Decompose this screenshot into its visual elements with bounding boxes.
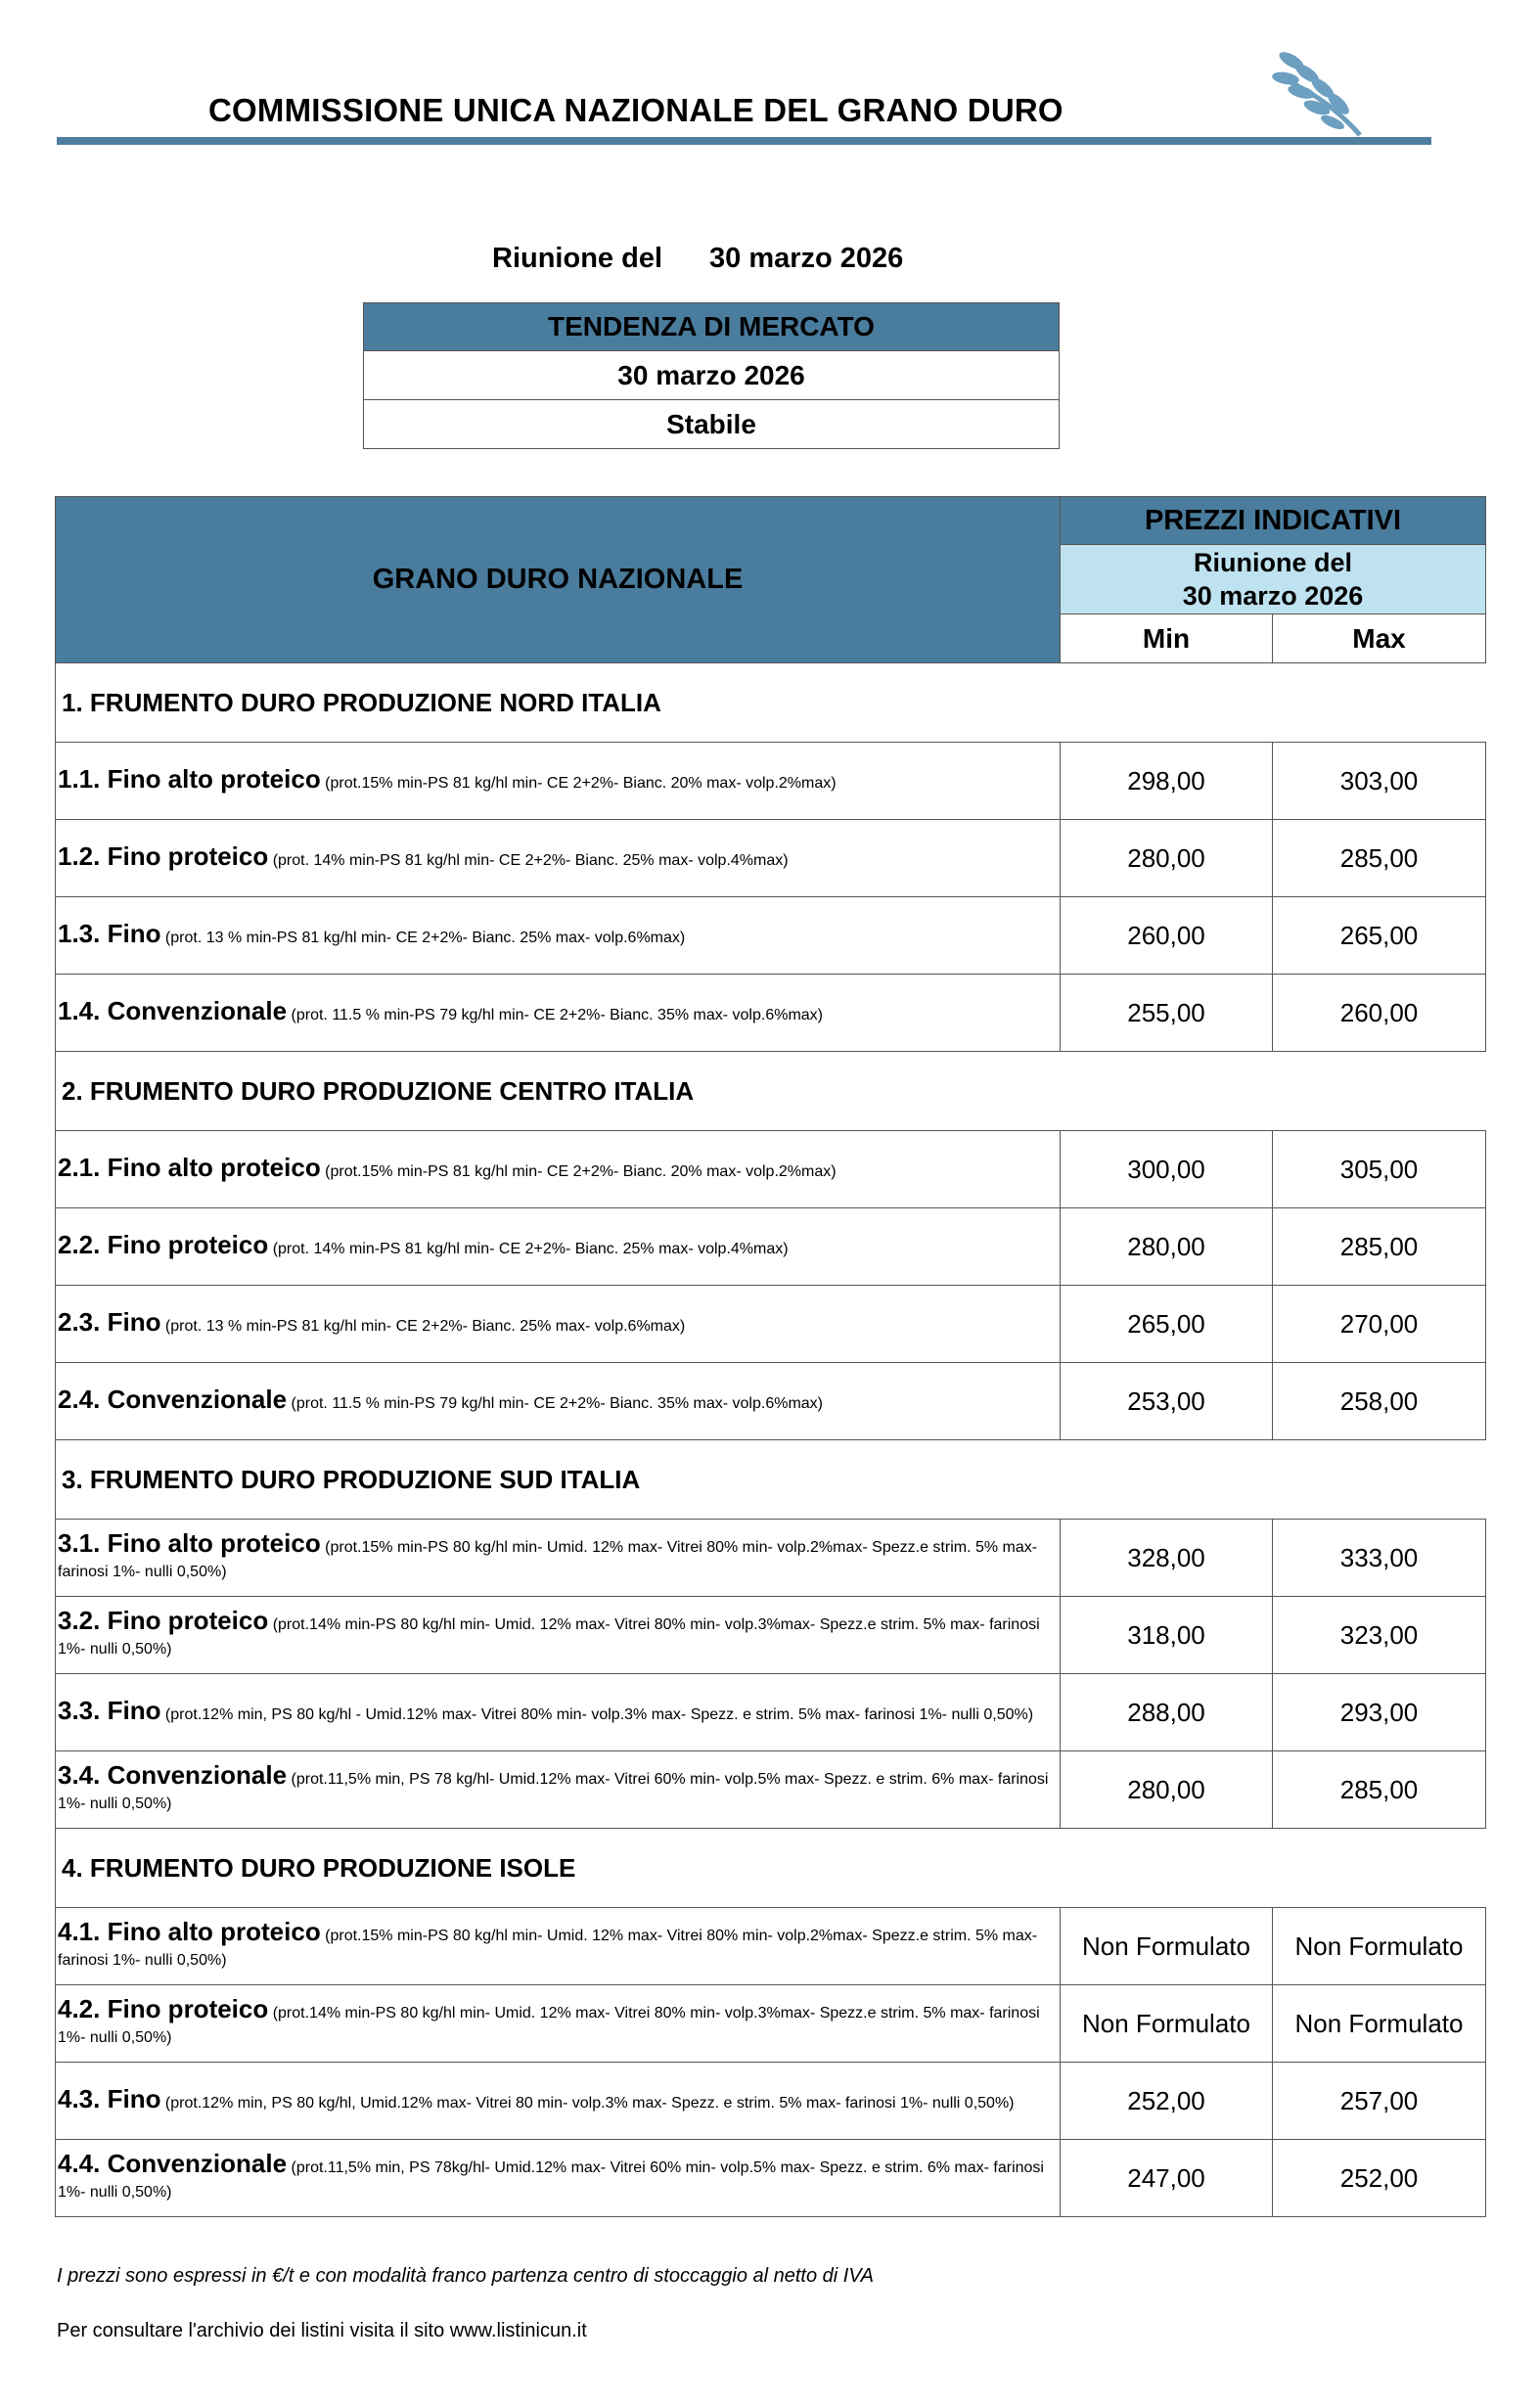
product-spec: (prot.15% min-PS 81 kg/hl min- CE 2+2%- Bianc. 20% max- volp.2%max) bbox=[325, 774, 837, 792]
product-spec: (prot.12% min, PS 80 kg/hl - Umid.12% max- Vitrei 80% min- volp.3% max- Spezz. e strim. 5% max- farinosi 1%- nulli 0,50%) bbox=[164, 1705, 1034, 1723]
table-row bbox=[56, 1363, 1486, 1440]
table-row bbox=[56, 1908, 1486, 1985]
price-min: 247,00 bbox=[1061, 2140, 1273, 2217]
product-spec: (prot.11,5% min, PS 78kg/hl- Umid.12% max- Vitrei 60% min- volp.5% max- Spezz. e strim. 6% max- farinosi 1%- nulli 0,50%) bbox=[58, 2159, 1044, 2201]
product-description bbox=[56, 820, 1061, 897]
price-max: 257,00 bbox=[1273, 2063, 1486, 2140]
section-row bbox=[56, 663, 1486, 743]
table-row bbox=[56, 1286, 1486, 1363]
table-row bbox=[56, 1674, 1486, 1751]
product-spec: (prot. 13 % min-PS 81 kg/hl min- CE 2+2%- Bianc. 25% max- volp.6%max) bbox=[164, 1317, 686, 1335]
table-row bbox=[56, 1751, 1486, 1829]
product-description bbox=[56, 2063, 1061, 2140]
section-row bbox=[56, 1052, 1486, 1131]
product-description bbox=[56, 1520, 1061, 1597]
section-title: 1. FRUMENTO DURO PRODUZIONE NORD ITALIA bbox=[56, 663, 1486, 743]
product-spec: (prot.12% min, PS 80 kg/hl, Umid.12% max- Vitrei 80 min- volp.3% max- Spezz. e strim. 5% max- farinosi 1%- nulli 0,50%) bbox=[164, 2094, 1015, 2112]
price-min: 318,00 bbox=[1061, 1597, 1273, 1674]
table-row bbox=[56, 1520, 1486, 1597]
price-min: 255,00 bbox=[1061, 975, 1273, 1052]
price-max: Non Formulato bbox=[1273, 1985, 1486, 2063]
table-row bbox=[56, 897, 1486, 975]
price-max: 333,00 bbox=[1273, 1520, 1486, 1597]
price-table bbox=[55, 496, 1486, 2217]
price-max: 305,00 bbox=[1273, 1131, 1486, 1208]
section-title: 4. FRUMENTO DURO PRODUZIONE ISOLE bbox=[56, 1829, 1486, 1908]
product-spec: (prot. 11.5 % min-PS 79 kg/hl min- CE 2+2%- Bianc. 35% max- volp.6%max) bbox=[291, 1006, 823, 1023]
product-spec: (prot.14% min-PS 80 kg/hl min- Umid. 12% max- Vitrei 80% min- volp.3%max- Spezz.e strim. 5% max- farinosi 1%- nulli 0,50%) bbox=[58, 2005, 1040, 2046]
product-name: 3.1. Fino alto proteico bbox=[58, 1528, 321, 1558]
trend-title: TENDENZA DI MERCATO bbox=[364, 303, 1060, 351]
price-min: 280,00 bbox=[1061, 1751, 1273, 1829]
product-name: 1.1. Fino alto proteico bbox=[58, 763, 321, 794]
price-max: 285,00 bbox=[1273, 820, 1486, 897]
max-header: Max bbox=[1273, 614, 1486, 663]
price-min: 300,00 bbox=[1061, 1131, 1273, 1208]
meeting-label: Riunione del bbox=[492, 243, 662, 274]
table-row bbox=[56, 1208, 1486, 1286]
product-description bbox=[56, 1208, 1061, 1286]
price-min: 288,00 bbox=[1061, 1674, 1273, 1751]
product-spec: (prot. 13 % min-PS 81 kg/hl min- CE 2+2%- Bianc. 25% max- volp.6%max) bbox=[164, 929, 686, 946]
product-description bbox=[56, 743, 1061, 820]
prices-meeting-line1: Riunione del bbox=[1194, 548, 1352, 577]
table-row bbox=[56, 1985, 1486, 2063]
product-name: 2.1. Fino alto proteico bbox=[58, 1152, 321, 1182]
table-row bbox=[56, 1131, 1486, 1208]
product-name: 3.4. Convenzionale bbox=[58, 1760, 288, 1790]
wheat-icon bbox=[1262, 39, 1375, 142]
trend-table bbox=[363, 302, 1060, 449]
header-rule bbox=[57, 137, 1431, 145]
section-row bbox=[56, 1829, 1486, 1908]
product-description bbox=[56, 1908, 1061, 1985]
product-spec: (prot.14% min-PS 80 kg/hl min- Umid. 12% max- Vitrei 80% min- volp.3%max- Spezz.e strim. 5% max- farinosi 1%- nulli 0,50%) bbox=[58, 1616, 1040, 1658]
product-name: 2.2. Fino proteico bbox=[58, 1229, 269, 1259]
product-name: 4.2. Fino proteico bbox=[58, 1994, 269, 2023]
product-spec: (prot.15% min-PS 81 kg/hl min- CE 2+2%- Bianc. 20% max- volp.2%max) bbox=[325, 1162, 837, 1180]
price-min: 280,00 bbox=[1061, 820, 1273, 897]
price-max: 293,00 bbox=[1273, 1674, 1486, 1751]
product-name: 4.4. Convenzionale bbox=[58, 2149, 288, 2178]
product-description bbox=[56, 1751, 1061, 1829]
product-name: 3.2. Fino proteico bbox=[58, 1606, 269, 1635]
footer-archive: Per consultare l'archivio dei listini visita il sito www.listinicun.it bbox=[57, 2320, 587, 2341]
section-title: 3. FRUMENTO DURO PRODUZIONE SUD ITALIA bbox=[56, 1440, 1486, 1520]
price-min: 298,00 bbox=[1061, 743, 1273, 820]
price-max: 323,00 bbox=[1273, 1597, 1486, 1674]
product-spec: (prot.15% min-PS 80 kg/hl min- Umid. 12% max- Vitrei 80% min- volp.2%max- Spezz.e strim. 5% max- farinosi 1%- nulli 0,50%) bbox=[58, 1928, 1038, 1969]
product-description bbox=[56, 1363, 1061, 1440]
product-description bbox=[56, 1131, 1061, 1208]
table-row bbox=[56, 743, 1486, 820]
trend-date: 30 marzo 2026 bbox=[364, 351, 1060, 400]
product-description bbox=[56, 1597, 1061, 1674]
prices-meeting-line2: 30 marzo 2026 bbox=[1182, 581, 1364, 611]
product-spec: (prot. 14% min-PS 81 kg/hl min- CE 2+2%- Bianc. 25% max- volp.4%max) bbox=[272, 1240, 789, 1257]
trend-value: Stabile bbox=[364, 400, 1060, 449]
table-row bbox=[56, 820, 1486, 897]
product-description bbox=[56, 975, 1061, 1052]
product-name: 2.3. Fino bbox=[58, 1306, 161, 1337]
price-max: 285,00 bbox=[1273, 1208, 1486, 1286]
price-min: Non Formulato bbox=[1061, 1985, 1273, 2063]
product-description bbox=[56, 1674, 1061, 1751]
price-max: 265,00 bbox=[1273, 897, 1486, 975]
section-title: 2. FRUMENTO DURO PRODUZIONE CENTRO ITALIA bbox=[56, 1052, 1486, 1131]
meeting-date: 30 marzo 2026 bbox=[709, 243, 904, 274]
table-left-header: GRANO DURO NAZIONALE bbox=[56, 497, 1061, 663]
price-max: 252,00 bbox=[1273, 2140, 1486, 2217]
price-min: 260,00 bbox=[1061, 897, 1273, 975]
price-min: 253,00 bbox=[1061, 1363, 1273, 1440]
product-name: 1.2. Fino proteico bbox=[58, 841, 269, 871]
product-description bbox=[56, 1286, 1061, 1363]
product-description bbox=[56, 897, 1061, 975]
price-max: 270,00 bbox=[1273, 1286, 1486, 1363]
document-title: COMMISSIONE UNICA NAZIONALE DEL GRANO DURO bbox=[208, 92, 1064, 128]
product-name: 1.4. Convenzionale bbox=[58, 995, 288, 1025]
prices-meeting-header bbox=[1061, 545, 1486, 614]
product-name: 4.1. Fino alto proteico bbox=[58, 1917, 321, 1946]
prices-header: PREZZI INDICATIVI bbox=[1061, 497, 1486, 545]
table-row bbox=[56, 975, 1486, 1052]
price-min: Non Formulato bbox=[1061, 1908, 1273, 1985]
table-row bbox=[56, 1597, 1486, 1674]
price-max: 258,00 bbox=[1273, 1363, 1486, 1440]
footer-note: I prezzi sono espressi in €/t e con modalità franco partenza centro di stoccaggio al netto di IVA bbox=[57, 2265, 874, 2287]
price-max: 285,00 bbox=[1273, 1751, 1486, 1829]
price-max: 260,00 bbox=[1273, 975, 1486, 1052]
price-min: 252,00 bbox=[1061, 2063, 1273, 2140]
product-spec: (prot.15% min-PS 80 kg/hl min- Umid. 12% max- Vitrei 80% min- volp.2%max- Spezz.e strim. 5% max- farinosi 1%- nulli 0,50%) bbox=[58, 1539, 1038, 1580]
product-spec: (prot.11,5% min, PS 78 kg/hl- Umid.12% max- Vitrei 60% min- volp.5% max- Spezz. e strim. 6% max- farinosi 1%- nulli 0,50%) bbox=[58, 1771, 1049, 1812]
price-min: 265,00 bbox=[1061, 1286, 1273, 1363]
meeting-line bbox=[492, 243, 903, 275]
min-header: Min bbox=[1061, 614, 1273, 663]
table-row bbox=[56, 2063, 1486, 2140]
product-name: 4.3. Fino bbox=[58, 2083, 161, 2113]
price-max: Non Formulato bbox=[1273, 1908, 1486, 1985]
product-name: 1.3. Fino bbox=[58, 918, 161, 948]
product-description bbox=[56, 2140, 1061, 2217]
price-min: 280,00 bbox=[1061, 1208, 1273, 1286]
product-name: 2.4. Convenzionale bbox=[58, 1384, 288, 1414]
product-spec: (prot. 11.5 % min-PS 79 kg/hl min- CE 2+2%- Bianc. 35% max- volp.6%max) bbox=[291, 1394, 823, 1412]
product-spec: (prot. 14% min-PS 81 kg/hl min- CE 2+2%- Bianc. 25% max- volp.4%max) bbox=[272, 851, 789, 869]
table-row bbox=[56, 2140, 1486, 2217]
product-name: 3.3. Fino bbox=[58, 1695, 161, 1725]
price-max: 303,00 bbox=[1273, 743, 1486, 820]
price-min: 328,00 bbox=[1061, 1520, 1273, 1597]
product-description bbox=[56, 1985, 1061, 2063]
section-row bbox=[56, 1440, 1486, 1520]
